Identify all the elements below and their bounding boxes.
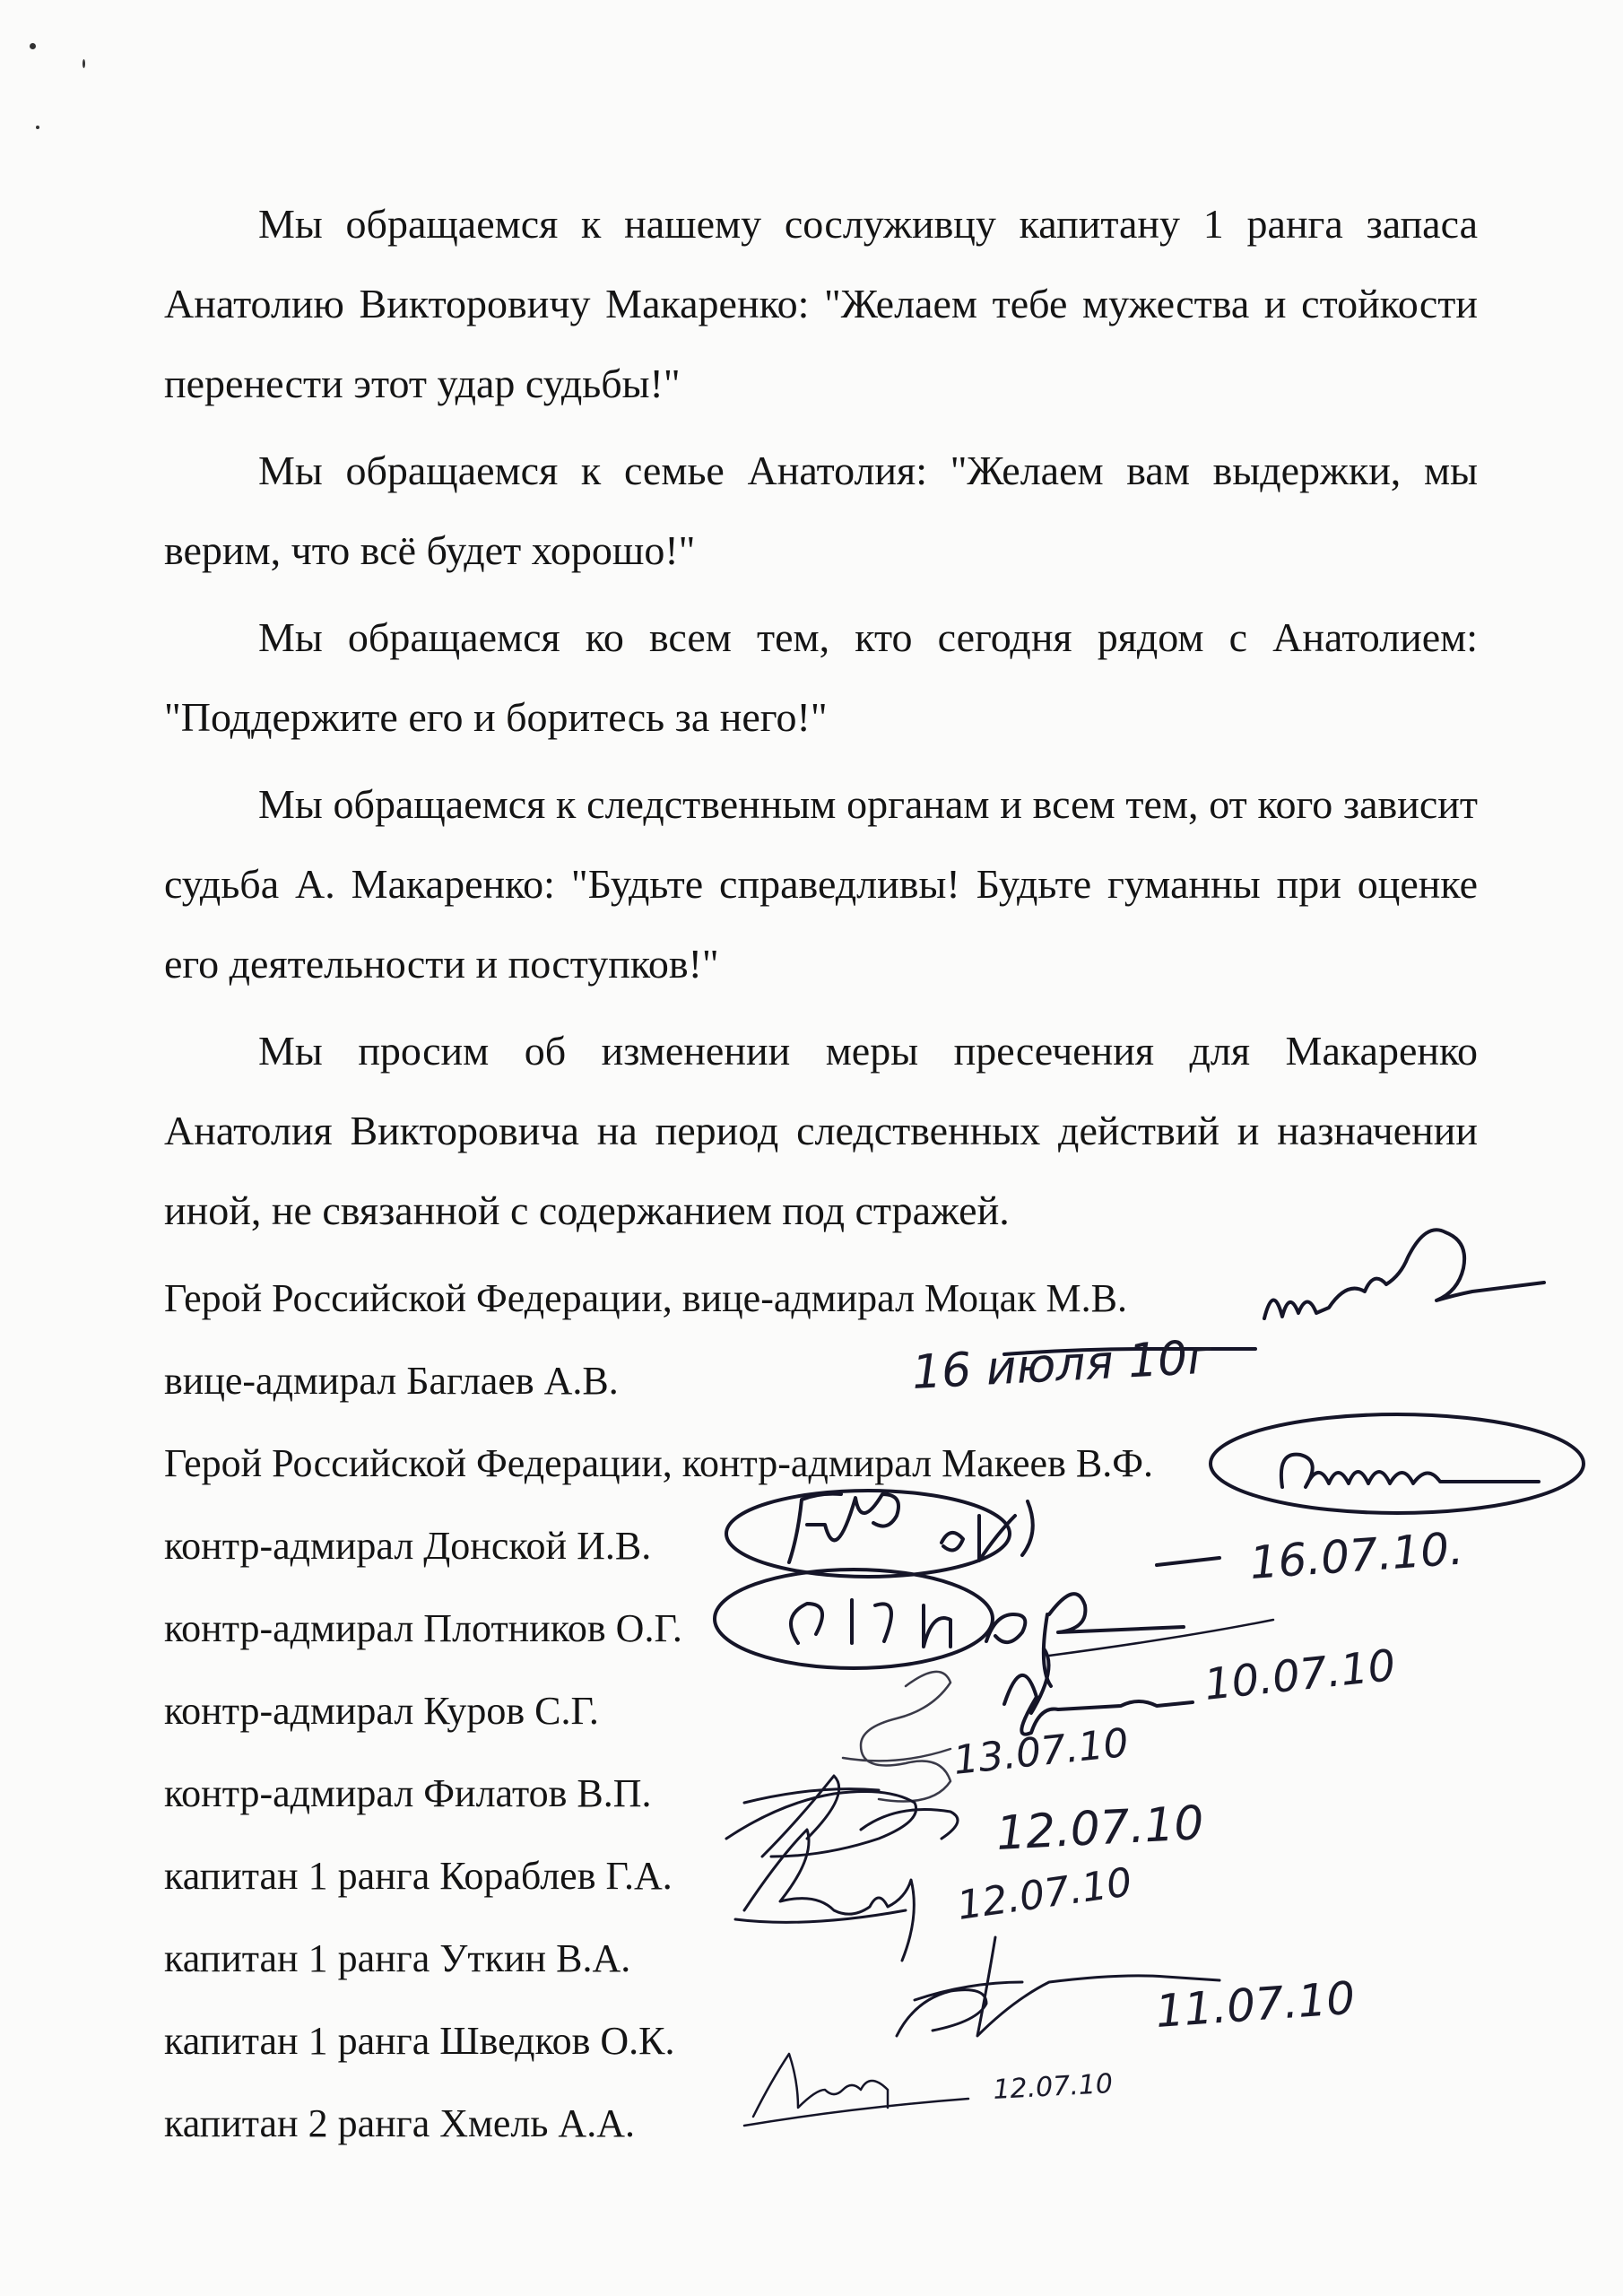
- signer-utkin: капитан 1 ранга Уткин В.А.: [164, 1936, 631, 1980]
- date-kurov: 10.07.10: [1202, 1639, 1398, 1710]
- scan-speck: [30, 43, 36, 49]
- scan-speck: [36, 126, 39, 129]
- signer-korablev: капитан 1 ранга Кораблев Г.А.: [164, 1854, 673, 1898]
- date-baglaev: 16 июля 10г: [910, 1330, 1214, 1400]
- signer-shvedkov: капитан 1 ранга Шведков О.К.: [164, 2019, 675, 2063]
- signer-baglaev: вице-адмирал Баглаев А.В.: [164, 1359, 619, 1403]
- date-filatov: 13.07.10: [950, 1719, 1132, 1784]
- paragraph-investigators: Мы обращаемся к следственным органам и всем тем, от кого зависит судьба А. Макаренко: "Будьте справедливы! Будьте гуманны при оценке его деятельности и поступков!": [164, 781, 1478, 987]
- signer-motsak: Герой Российской Федерации, вице-адмирал Моцак М.В.: [164, 1276, 1127, 1320]
- signer-plotnikov: контр-адмирал Плотников О.Г.: [164, 1606, 682, 1650]
- signer-filatov: контр-адмирал Филатов В.П.: [164, 1771, 652, 1815]
- date-donskoy: 16.07.10.: [1247, 1522, 1465, 1589]
- date-shvedkov: 11.07.10: [1153, 1971, 1357, 2038]
- signer-kurov: контр-адмирал Куров С.Г.: [164, 1689, 599, 1733]
- signer-makeev: Герой Российской Федерации, контр-адмирал Макеев В.Ф.: [164, 1441, 1153, 1485]
- scan-speck: [82, 59, 85, 68]
- date-khmel: 12.07.10: [992, 2068, 1114, 2106]
- signer-list: [164, 1257, 1509, 2165]
- letter-body: [164, 184, 1478, 1257]
- signer-donskoy: контр-адмирал Донской И.В.: [164, 1524, 652, 1568]
- paragraph-family: Мы обращаемся к семье Анатолия: "Желаем вам выдержки, мы верим, что всё будет хорошо!": [164, 448, 1478, 573]
- signer-khmel: капитан 2 ранга Хмель А.А.: [164, 2101, 635, 2145]
- date-utkin: 12.07.10: [954, 1859, 1135, 1929]
- paragraph-colleague: Мы обращаемся к нашему сослуживцу капитану 1 ранга запаса Анатолию Викторовичу Макаренко: "Желаем тебе мужества и стойкости перенести этот удар судьбы!": [164, 201, 1478, 406]
- date-korablev: 12.07.10: [994, 1796, 1205, 1861]
- paragraph-supporters: Мы обращаемся ко всем тем, кто сегодня рядом с Анатолием: "Поддержите его и боритесь за него!": [164, 614, 1478, 740]
- paragraph-request: Мы просим об изменении меры пресечения для Макаренко Анатолия Викторовича на период следственных действий и назначении иной, не связанной с содержанием под стражей.: [164, 1028, 1478, 1233]
